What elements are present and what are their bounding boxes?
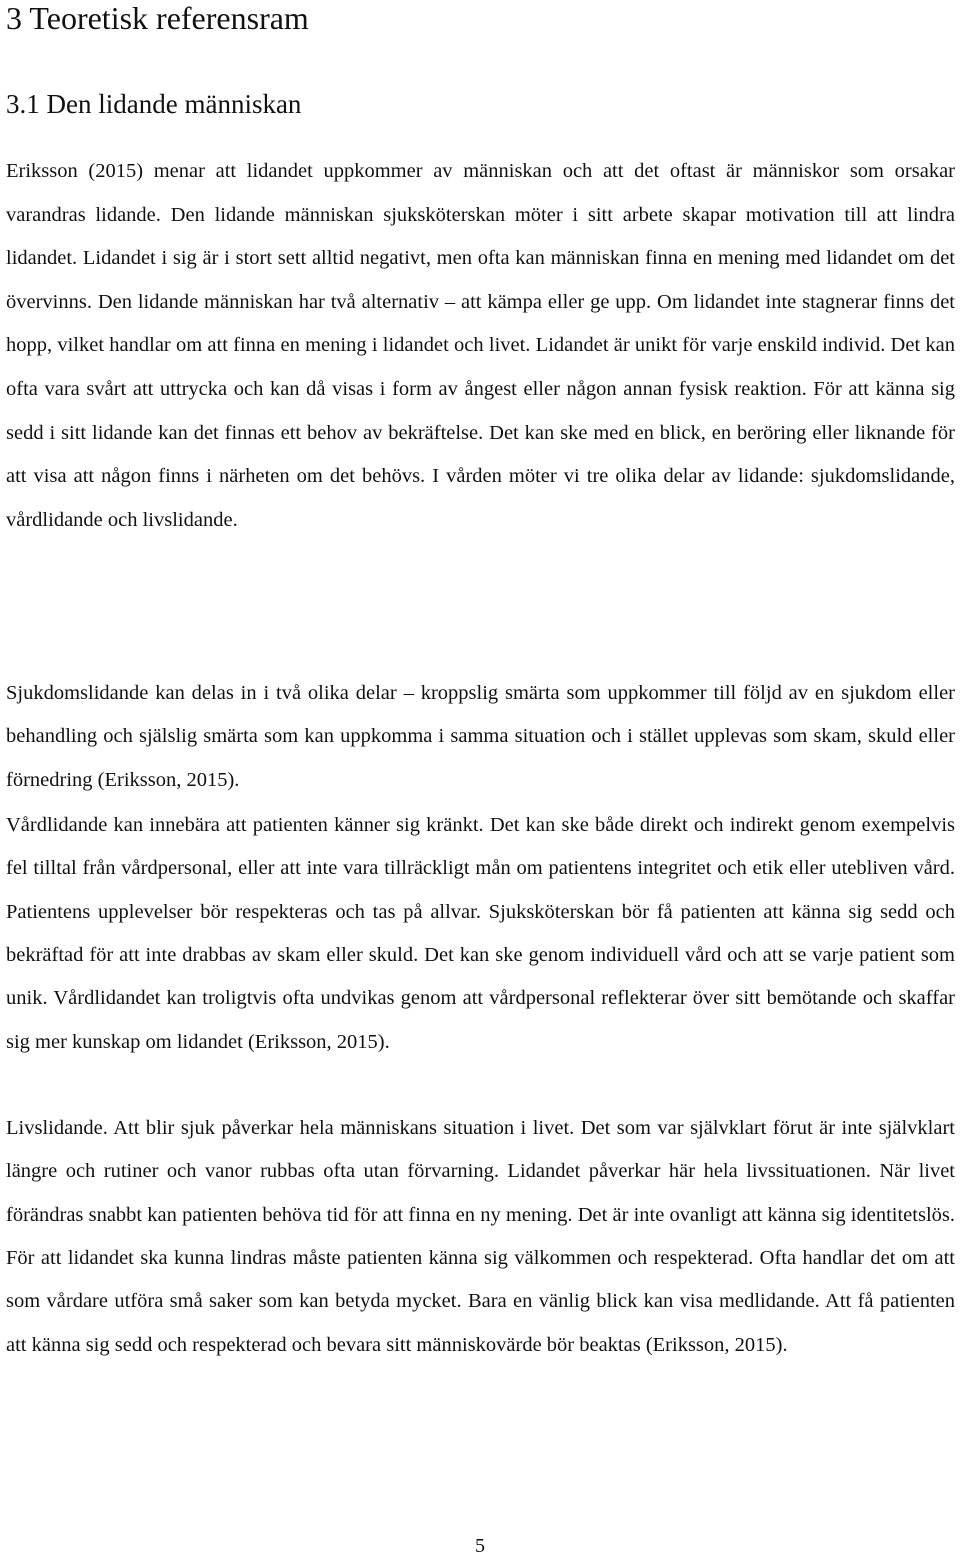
chapter-heading: 3 Teoretisk referensram (6, 0, 309, 36)
section-heading: 3.1 Den lidande människan (6, 89, 302, 119)
paragraph-sjukdomslidande: Sjukdomslidande kan delas in i två olika delar – kroppslig smärta som uppkommer till följd av en sjukdom eller behandling och själslig smärta som kan uppkomma i samma situation och i stället upplevas som skam, skuld eller förnedring (Eriksson, 2015). (6, 682, 955, 791)
paragraph-lidande-intro: Eriksson (2015) menar att lidandet uppkommer av människan och att det oftast är människor som orsakar varandras lidande. Den lidande människan sjuksköterskan möter i sitt arbete skapar motivation till att lindra lidandet. Lidandet i sig är i stort sett alltid negativt, men ofta kan människan finna en mening med lidandet om det övervinns. Den lidande människan har två alternativ – att kämpa eller ge upp. Om lidandet inte stagnerar finns det hopp, vilket handlar om att finna en mening i lidandet och livet. Lidandet är unikt för varje enskild individ. Det kan ofta vara svårt att uttrycka och kan då visas i form av ångest eller någon annan fysisk reaktion. För att känna sig sedd i sitt lidande kan det finnas ett behov av bekräftelse. Det kan ske med en blick, en beröring eller liknande för att visa att någon finns i närheten om det behövs. I vården möter vi tre olika delar av lidande: sjukdomslidande, vårdlidande och livslidande. (6, 160, 955, 531)
paragraph-vardlidande: Vårdlidande kan innebära att patienten känner sig kränkt. Det kan ske både direkt och indirekt genom exempelvis fel tilltal från vårdpersonal, eller att inte vara tillräckligt mån om patientens integritet och etik eller utebliven vård. Patientens upplevelser bör respekteras och tas på allvar. Sjuksköterskan bör få patienten att känna sig sedd och bekräftad för att inte drabbas av skam eller skuld. Det kan ske genom individuell vård och att se varje patient som unik. Vårdlidandet kan troligtvis ofta undvikas genom att vårdpersonal reflekterar över sitt bemötande och skaffar sig mer kunskap om lidandet (Eriksson, 2015). (6, 814, 955, 1053)
paragraph-livslidande: Livslidande. Att blir sjuk påverkar hela människans situation i livet. Det som var självklart förut är inte självklart längre och rutiner och vanor rubbas ofta utan förvarning. Lidandet påverkar här hela livssituationen. När livet förändras snabbt kan patienten behöva tid för att finna en ny mening. Det är inte ovanligt att känna sig identitetslös. För att lidandet ska kunna lindras måste patienten känna sig välkommen och respekterad. Ofta handlar det om att som vårdare utföra små saker som kan betyda mycket. Bara en vänlig blick kan visa medlidande. Att få patienten att känna sig sedd och respekterad och bevara sitt människovärde bör beaktas (Eriksson, 2015). (6, 1117, 955, 1356)
page-number: 5 (475, 1535, 485, 1557)
